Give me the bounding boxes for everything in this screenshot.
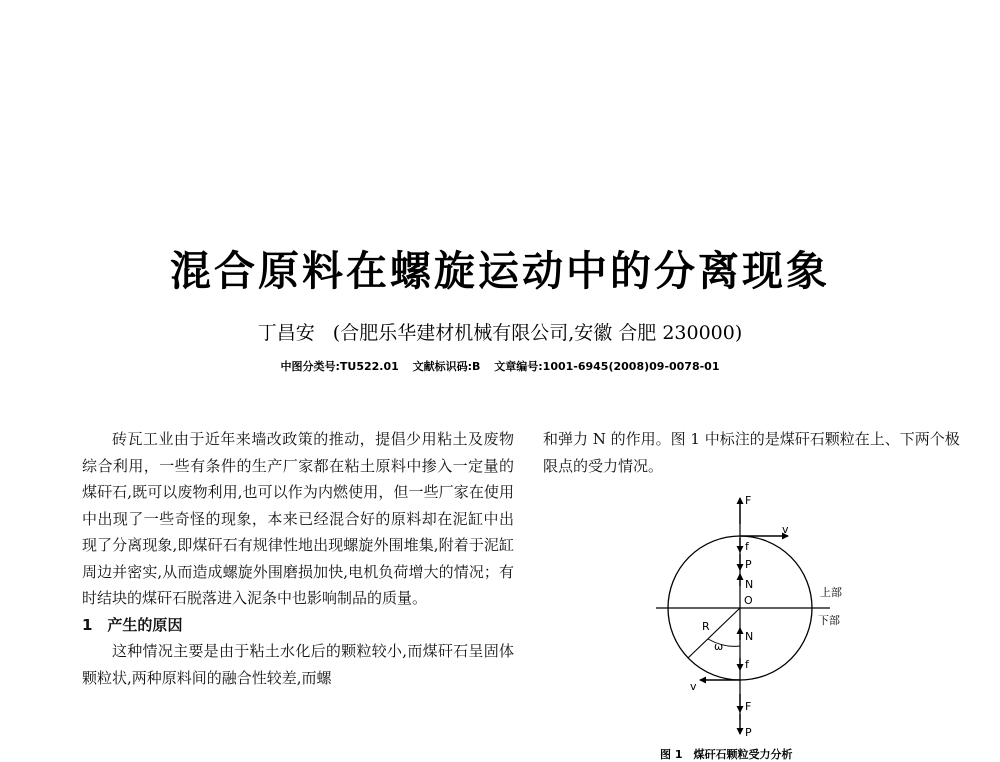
left-column [82, 426, 514, 691]
label-O: O [744, 594, 753, 607]
label-f-top: f [745, 540, 749, 553]
section-paragraph: 这种情况主要是由于粘土水化后的颗粒较小,而煤矸石呈固体颗粒状,两种原料间的融合性较差,而螺 [82, 642, 514, 687]
label-P-top: P [745, 558, 752, 571]
label-v-top: v [782, 523, 789, 536]
label-N-top: N [745, 578, 754, 591]
label-F-top: F [745, 494, 752, 507]
right-paragraph: 和弹力 N 的作用。图 1 中标注的是煤矸石颗粒在上、下两个极限点的受力情况。 [543, 430, 960, 475]
omega-arc [708, 639, 740, 646]
author-affiliation: (合肥乐华建材机械有限公司,安徽 合肥 230000) [332, 322, 743, 344]
force-diagram-svg [650, 488, 860, 750]
classification-line [0, 358, 1000, 374]
author-name: 丁昌安 [257, 322, 315, 344]
figure-caption: 图 1 煤矸石颗粒受力分析 [660, 748, 793, 761]
label-omega: ω [714, 640, 724, 653]
label-f-bottom: f [745, 658, 749, 671]
paper-title: 混合原料在螺旋运动中的分离现象 [170, 247, 830, 295]
label-lower: 下部 [818, 614, 840, 627]
document-code: 文献标识码:B [412, 360, 481, 373]
clc-number: 中图分类号:TU522.01 [280, 360, 399, 373]
label-F-bottom: F [745, 700, 752, 713]
label-v-bottom: v [690, 680, 697, 693]
label-N-bottom: N [745, 630, 754, 643]
right-column [543, 426, 968, 479]
label-P-bottom: P [745, 726, 752, 739]
label-upper: 上部 [820, 586, 842, 599]
force-diagram [650, 488, 860, 750]
section-heading: 1 产生的原因 [82, 615, 183, 634]
intro-paragraph: 砖瓦工业由于近年来墙改政策的推动，提倡少用粘土及废物综合利用，一些有条件的生产厂家都在粘土原料中掺入一定量的煤矸石,既可以废物利用,也可以作为内燃使用，但一些厂家在使用中出现了一些奇怪的现象，本来已经混合好的原料却在泥缸中出现了分离现象,即煤矸石有规律性地出现螺旋外围堆集,附着于泥缸周边并密实,从而造成螺旋外围磨损加快,电机负荷增大的情况；有时结块的煤矸石脱落进入泥条中也影响制品的质量。 [82, 430, 514, 607]
article-number: 文章编号:1001-6945(2008)09-0078-01 [494, 360, 720, 373]
byline [0, 318, 1000, 345]
label-R: R [702, 620, 710, 633]
